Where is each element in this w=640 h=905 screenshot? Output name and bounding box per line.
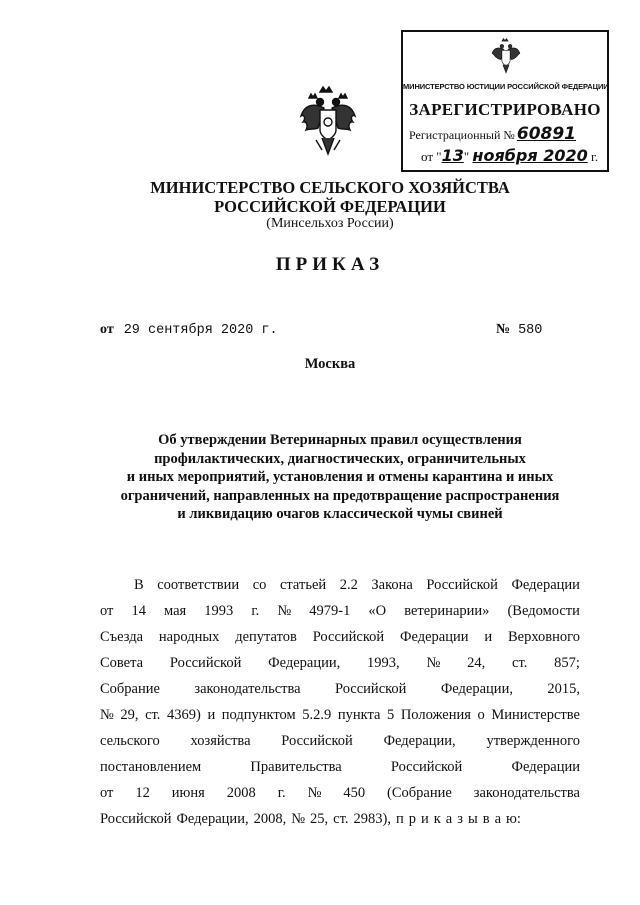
body-word: ы [467, 811, 478, 827]
body-line [100, 572, 580, 598]
subject-line: и иных мероприятий, установления и отмены карантина и иных [126, 469, 554, 485]
order-city: Москва [304, 356, 356, 372]
date-day: 13 [441, 146, 464, 165]
subject-line: профилактических, диагностических, ограничительных [154, 450, 526, 467]
body-word: ст. [333, 811, 349, 827]
body-word: Федерации, [440, 681, 513, 697]
body-word: постановлением [100, 759, 202, 775]
stamp-registration-date [421, 146, 598, 165]
body-word: 2015, [547, 681, 580, 697]
body-word: утвержденного [486, 733, 580, 749]
body-word: 2983), [353, 811, 391, 827]
body-word: ст. [145, 707, 161, 723]
reg-number-value: 60891 [516, 124, 577, 144]
body-word: Российской [100, 811, 172, 827]
body-word: 29, [120, 707, 139, 723]
body-word: Федерации [400, 629, 469, 645]
subject-line: ограничений, направленных на предотвращение распространения [120, 487, 560, 504]
body-word: Российской [426, 577, 498, 593]
stamp-emblem [487, 36, 525, 76]
body-word: 25, [310, 811, 329, 827]
body-word: 1993, [367, 655, 400, 671]
body-word: о [477, 707, 485, 723]
body-word: ветеринарии» [404, 603, 490, 619]
registration-stamp [401, 30, 609, 172]
body-word: а [445, 811, 453, 827]
body-word: мая [164, 603, 187, 619]
body-word: 14 [131, 603, 146, 619]
body-word: Российской [334, 681, 407, 697]
body-word: 4979-1 [309, 603, 351, 619]
body-word: и [207, 707, 216, 723]
body-word: Правительства [250, 759, 342, 775]
body-word: п [395, 811, 404, 827]
order-date [100, 322, 278, 338]
body-word: со [252, 577, 267, 593]
body-word: хозяйства [190, 733, 251, 749]
body-line [100, 754, 580, 780]
ministry-short-name: (Минсельхоз России) [266, 216, 394, 231]
body-word: ст. [512, 655, 528, 671]
order-number-label: № [496, 322, 511, 337]
body-word: № [307, 785, 322, 801]
body-word: Федерации [511, 577, 580, 593]
body-word: Федерации, [268, 655, 341, 671]
body-word: и [484, 629, 493, 645]
order-date-value: 29 сентября 2020 г. [123, 323, 278, 338]
body-word: от [100, 785, 114, 801]
body-word: Съезда [100, 629, 144, 645]
order-date-label: от [100, 322, 114, 337]
subject-line: Об утверждении Ветеринарных правил осуществления [158, 432, 522, 448]
coat-of-arms-emblem [298, 82, 358, 160]
body-word: подпунктом [221, 707, 296, 723]
body-word: Собрание [100, 681, 160, 697]
body-word: 1993 [204, 603, 234, 619]
document-type-title: ПРИКАЗ [275, 254, 385, 275]
order-body-text [100, 572, 580, 832]
body-word: Федерации [511, 759, 580, 775]
body-word: № [426, 655, 441, 671]
ministry-title-line-1: МИНИСТЕРСТВО СЕЛЬСКОГО ХОЗЯЙСТВА [150, 178, 510, 197]
body-word: р [408, 811, 416, 827]
body-word: (Собрание [387, 785, 452, 801]
ministry-title-line-2: РОССИЙСКОЙ ФЕДЕРАЦИИ [214, 197, 446, 216]
body-word: Положения [400, 707, 471, 723]
body-word: Российской [169, 655, 242, 671]
order-subject [100, 431, 580, 524]
body-word: «О [368, 603, 387, 619]
body-line [100, 780, 580, 806]
body-word: статьей [279, 577, 327, 593]
body-word: В [134, 577, 144, 593]
body-word: а [494, 811, 501, 827]
body-word: Закона [371, 577, 413, 593]
body-word: Федерации, [176, 811, 249, 827]
body-line [100, 650, 580, 676]
body-word: пункта [337, 707, 381, 723]
body-word: 24, [467, 655, 486, 671]
date-year: 2020 [537, 146, 588, 165]
body-line [100, 806, 580, 832]
body-word: ю: [506, 811, 521, 827]
reg-number-label: Регистрационный № [409, 128, 515, 142]
order-number-value: 580 [518, 323, 543, 338]
body-word: 4369) [167, 707, 201, 723]
stamp-registration-number [409, 124, 576, 144]
subject-line: и ликвидацию очагов классической чумы свиней [177, 506, 503, 522]
date-mid: " [463, 149, 473, 164]
body-line [100, 702, 580, 728]
stamp-registered-label: ЗАРЕГИСТРИРОВАНО [409, 100, 601, 119]
body-word: 2.2 [339, 577, 358, 593]
body-word: 450 [343, 785, 366, 801]
body-word: 5.2.9 [302, 707, 332, 723]
date-month: ноября [472, 146, 538, 165]
body-word: Российской [312, 629, 385, 645]
body-word: 2008 [226, 785, 256, 801]
body-word: от [100, 603, 114, 619]
body-word: 857; [554, 655, 580, 671]
body-word: 2008, [253, 811, 287, 827]
body-word: Совета [100, 655, 144, 671]
body-word: июня [171, 785, 205, 801]
date-prefix: от " [421, 149, 442, 164]
body-word: 5 [386, 707, 395, 723]
body-word: № [277, 603, 292, 619]
body-word: сельского [100, 733, 160, 749]
body-line [100, 676, 580, 702]
body-word: № [291, 811, 306, 827]
body-word: (Ведомости [507, 603, 580, 619]
body-word: Российской [281, 733, 353, 749]
body-word: народных [158, 629, 220, 645]
body-word: 12 [135, 785, 150, 801]
body-word: депутатов [235, 629, 297, 645]
body-word: Министерстве [491, 707, 580, 723]
stamp-ministry-name: МИНИСТЕРСТВО ЮСТИЦИИ РОССИЙСКОЙ ФЕДЕРАЦИИ [403, 82, 609, 91]
body-word: соответствии [157, 577, 240, 593]
body-word: и [420, 811, 429, 827]
body-word: з [457, 811, 463, 827]
body-word: в [482, 811, 490, 827]
body-word: законодательства [473, 785, 580, 801]
date-suffix: г. [587, 149, 599, 164]
body-word: г. [277, 785, 286, 801]
body-word: № [100, 707, 114, 723]
order-number [496, 322, 542, 338]
body-word: Верховного [508, 629, 580, 645]
body-word: Федерации, [383, 733, 456, 749]
body-word: Российской [390, 759, 463, 775]
body-line [100, 624, 580, 650]
body-word: г. [251, 603, 260, 619]
body-line [100, 728, 580, 754]
body-word: к [433, 811, 441, 827]
body-line [100, 598, 580, 624]
body-word: законодательства [194, 681, 301, 697]
